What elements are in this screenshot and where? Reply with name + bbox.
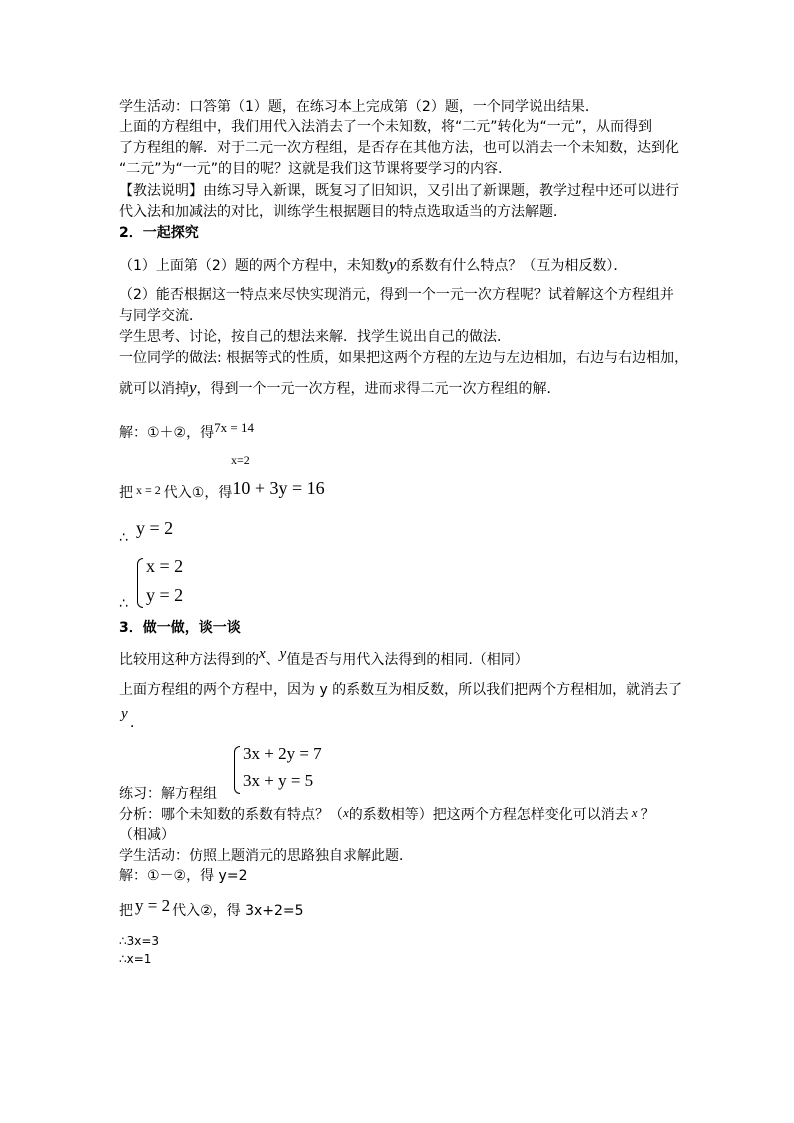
compare-pre: 比较用这种方法得到的: [119, 652, 259, 668]
equation-y2: y = 2: [135, 896, 171, 915]
system-brace: [137, 558, 143, 608]
intro-line-1: 上面的方程组中，我们用代入法消去了一个未知数，将“二元”转化为“一元”，从而得到: [119, 119, 653, 135]
section-heading-try: 3．做一做，谈一谈: [119, 620, 241, 636]
method-line-2-post: ，得到一个一元一次方程，进而求得二元一次方程组的解．: [196, 381, 561, 397]
exercise-label: 练习：解方程组: [119, 786, 217, 802]
equation-x2: x = 2: [136, 483, 161, 497]
analysis-pre: 分析：哪个未知数的系数有特点？（: [119, 807, 343, 823]
analysis-answer: （相减）: [119, 827, 175, 843]
question-2-line-1: （2）能否根据这一特点来尽快实现消元，得到一个一元一次方程呢？试着解这个方程组并: [119, 287, 674, 303]
method-line-2-pre: 就可以消掉: [119, 381, 189, 397]
var-y: y: [121, 706, 128, 722]
explanation-line: 上面方程组的两个方程中，因为 y 的系数互为相反数，所以我们把两个方程相加，就消去了: [119, 682, 683, 698]
substitute-2-post: 代入②，得 3x+2=5: [172, 903, 304, 919]
var-x: x: [259, 646, 266, 662]
equation-10-3y: 10 + 3y = 16: [232, 478, 325, 498]
question-1-pre: （1）上面第（2）题的两个方程中，未知数: [119, 258, 389, 274]
system-brace: [234, 746, 240, 794]
var-y: y: [279, 646, 287, 662]
analysis-line: [119, 805, 655, 825]
substitute-1-mid: 代入①，得: [163, 485, 233, 501]
teaching-note-2: 代入法和加减法的对比，训练学生根据题目的特点选取适当的方法解题．: [119, 204, 567, 220]
analysis-mid: 的系数相等）把这两个方程怎样变化可以消去: [348, 807, 629, 823]
substitute-2-line: [119, 896, 304, 921]
var-x: x: [343, 805, 349, 820]
question-2-line-2: 与同学交流．: [119, 308, 203, 324]
var-y: y: [189, 378, 197, 397]
solution-1-line: [119, 420, 254, 443]
var-y: y: [388, 255, 397, 274]
equation-7x: 7x = 14: [214, 420, 254, 435]
solution-1-label: 解：①＋②，得: [119, 425, 215, 441]
student-activity-2: 学生活动：仿照上题消元的思路独自求解此题．: [119, 848, 413, 864]
student-activity-1: 学生活动：口答第（1）题，在练习本上完成第（2）题，一个同学说出结果．: [119, 99, 599, 115]
system-2-eq-1: 3x + 2y = 7: [243, 744, 322, 763]
intro-line-3: “二元”为“一元”的目的呢？这就是我们这节课将要学习的内容.: [119, 161, 503, 177]
compare-post: 值是否与用代入法得到的相同.（相同）: [286, 652, 529, 668]
method-line-1: 一位同学的做法: 根据等式的性质，如果把这两个方程的左边与左边相加，右边与右边相加，: [119, 350, 689, 366]
substitute-1-pre: 把: [119, 485, 133, 501]
question-1: [119, 255, 627, 276]
method-line-2: [119, 378, 561, 399]
intro-line-2: 了方程组的解．对于二元一次方程组，是否存在其他方法，也可以消去一个未知数，达到化: [119, 140, 679, 156]
system-1-x: x = 2: [146, 556, 184, 576]
therefore-symbol: ∴: [119, 530, 128, 546]
section-heading-explore: 2．一起探究: [119, 225, 199, 241]
therefore-symbol: ∴: [119, 596, 128, 612]
var-x: x: [631, 805, 638, 820]
teaching-note-1: 【教法说明】由练习导入新课，既复习了旧知识，又引出了新课题，教学过程中还可以进行: [119, 183, 679, 199]
y-equals-2: y = 2: [136, 518, 174, 538]
analysis-question: ？: [640, 807, 655, 823]
solution-2-line: 解：①－②，得 y=2: [119, 868, 248, 884]
period: ．: [130, 715, 144, 731]
substitute-1-line: [119, 478, 325, 503]
compare-sep: 、: [265, 652, 280, 668]
system-2-eq-2: 3x + y = 5: [243, 771, 314, 790]
student-think: 学生思考、讨论，按自己的想法来解．找学生说出自己的做法．: [119, 329, 511, 345]
system-1-y: y = 2: [146, 585, 184, 605]
question-1-post: 的系数有什么特点？（互为相反数）．: [396, 258, 628, 274]
result-x: ∴x=1: [119, 952, 152, 966]
x-equals-2: x=2: [231, 453, 250, 467]
compare-line: [119, 646, 529, 670]
substitute-2-pre: 把: [119, 903, 133, 919]
result-3x: ∴3x=3: [119, 934, 160, 948]
